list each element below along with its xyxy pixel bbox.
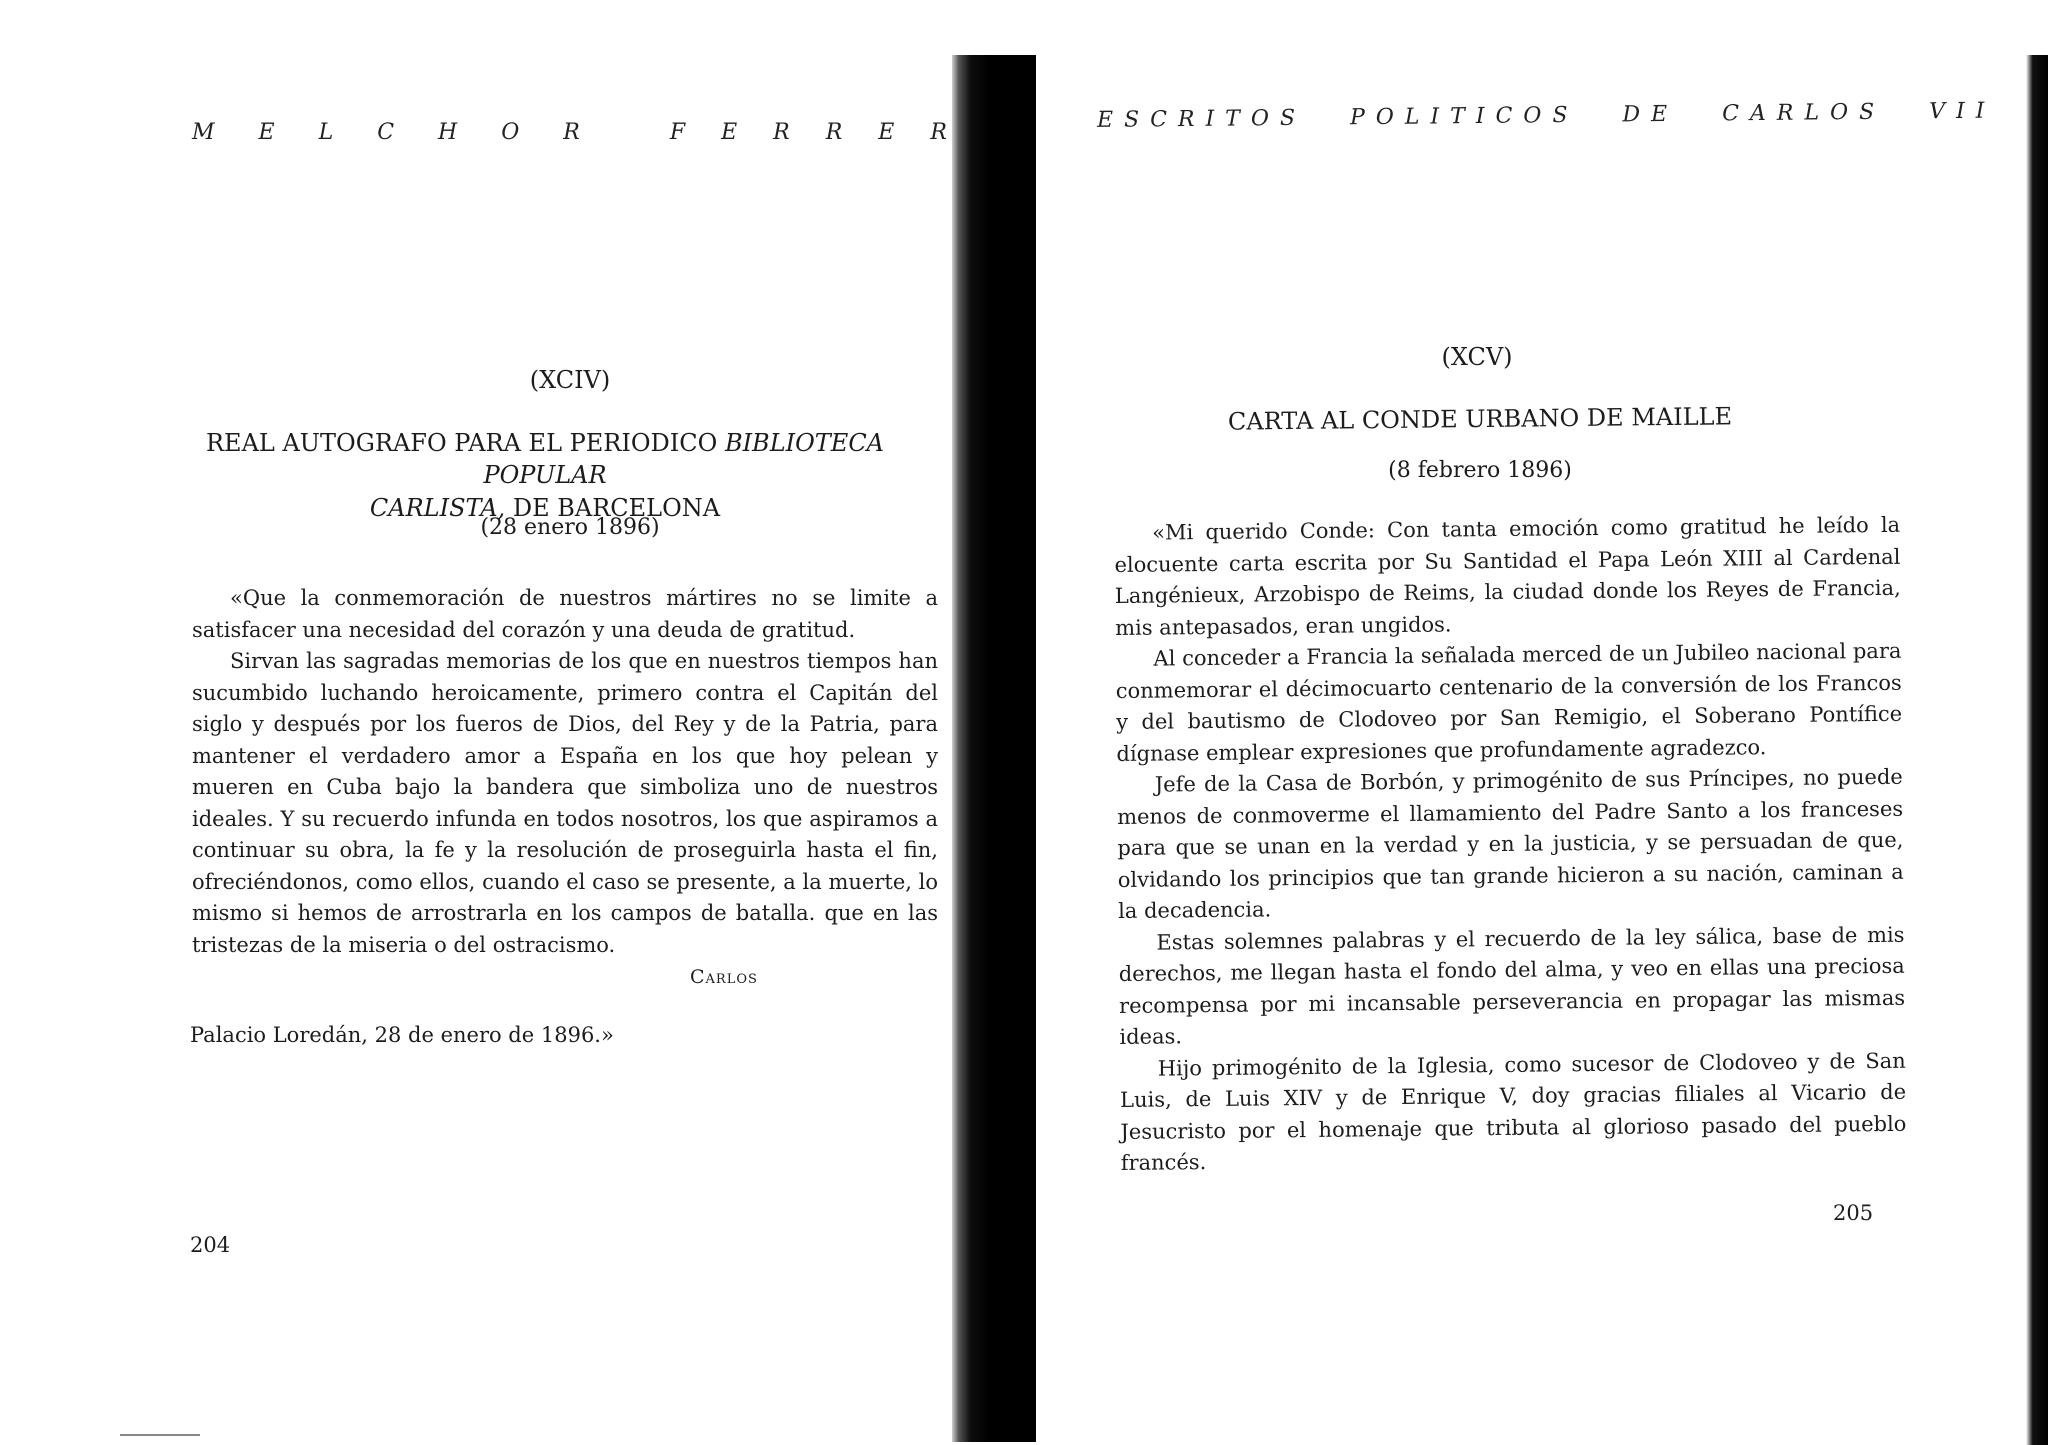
running-head-right <box>1097 98 2040 133</box>
book-gutter-shadow <box>952 55 1036 1442</box>
section-date: (28 enero 1896) <box>480 515 660 540</box>
paragraph: «Que la conmemoración de nuestros mártires no se limite a satisfacer una necesidad del corazón y una deuda de gratitud. <box>192 586 938 642</box>
running-head-word: CARLOS <box>1722 99 1886 127</box>
letter-body <box>1114 510 1907 1180</box>
running-head-word: POLITICOS <box>1349 102 1579 131</box>
letter-body <box>192 583 938 961</box>
section-title: CARTA AL CONDE URBANO DE MAILLE <box>1227 402 1733 436</box>
place-and-date: Palacio Loredán, 28 de enero de 1896.» <box>190 1023 614 1047</box>
paragraph: Al conceder a Francia la señalada merced de un Jubileo nacional para conmemorar el décimocuarto centenario de la conversión de los Francos y del bautismo de Clodoveo por San Remigio, el Soberano Pontífice dígnase emplear expresiones que profundamente agradezco. <box>1115 638 1903 766</box>
running-head-left <box>192 120 983 145</box>
title-text: REAL AUTOGRAFO PARA EL PERIODICO <box>205 429 718 457</box>
paragraph: «Mi querido Conde: Con tanta emoción como gratitud he leído la elocuente carta escrita por Su Santidad el Papa León XIII al Cardenal Langénieux, Arzobispo de Reims, la ciudad donde los Reyes de Francia, mis antepasados, eran ungidos. <box>1114 512 1901 640</box>
section-number: (XCIV) <box>529 366 611 394</box>
paragraph: Sirvan las sagradas memorias de los que en nuestros tiempos han sucumbido luchando heroicamente, primero contra el Capitán del siglo y después por los fueros de Dios, del Rey y de la Patria, para mantener el verdadero amor a España en los que hoy pelean y mueren en Cuba bajo la bandera que simboliza uno de nuestros ideales. Y su recuerdo infunda en todos nosotros, los que aspiramos a continuar su obra, la fe y la resolución de proseguirla hasta el fin, ofreciéndonos, como ellos, cuando el caso se presente, a la muerte, lo mismo si hemos de arrostrarla en los campos de batalla. que en las tristezas de la miseria o del ostracismo. <box>192 649 938 957</box>
right-page <box>1040 0 2048 1442</box>
paragraph: Hijo primogénito de la Iglesia, como sucesor de Clodoveo y de San Luis, de Luis XIV y de Enrique V, doy gracias filiales al Vicario de Jesucristo por el homenaje que tributa al glorioso pasado del pueblo francés. <box>1119 1048 1907 1175</box>
section-number: (XCV) <box>1441 343 1513 371</box>
running-head-word: MELCHOR <box>192 120 624 145</box>
page-number: 205 <box>1833 1201 1874 1225</box>
title-line-1 <box>150 427 940 492</box>
running-head-word: FERRER <box>669 120 983 145</box>
left-page <box>0 0 983 1442</box>
paragraph: Estas solemnes palabras y el recuerdo de la ley sálica, base de mis derechos, me llegan hasta el fondo del alma, y veo en ellas una preciosa recompensa por mi incansable perseverancia en propagar las mismas ideas. <box>1118 922 1906 1049</box>
signature: Carlos <box>690 966 758 988</box>
running-head-word: VII <box>1929 98 1996 125</box>
title-italic-text: BIBLIOTECA POPULAR <box>483 429 885 490</box>
title-italic-text: CARLISTA, <box>369 493 506 522</box>
section-title <box>150 427 940 524</box>
paragraph: Jefe de la Casa de Borbón, y primogénito de sus Príncipes, no puede menos de conmoverme el llamamiento del Padre Santo a los franceses para que se unan en la verdad y en la justicia, y se persuadan de que, olvidando los principios que tan grande hicieron a su nación, caminan a la decadencia. <box>1117 764 1904 923</box>
running-head-word: ESCRITOS <box>1096 105 1307 133</box>
title-text: DE BARCELONA <box>512 493 721 522</box>
running-head-word: DE <box>1622 101 1679 128</box>
page-number: 204 <box>190 1233 231 1257</box>
section-date: (8 febrero 1896) <box>1388 458 1572 483</box>
